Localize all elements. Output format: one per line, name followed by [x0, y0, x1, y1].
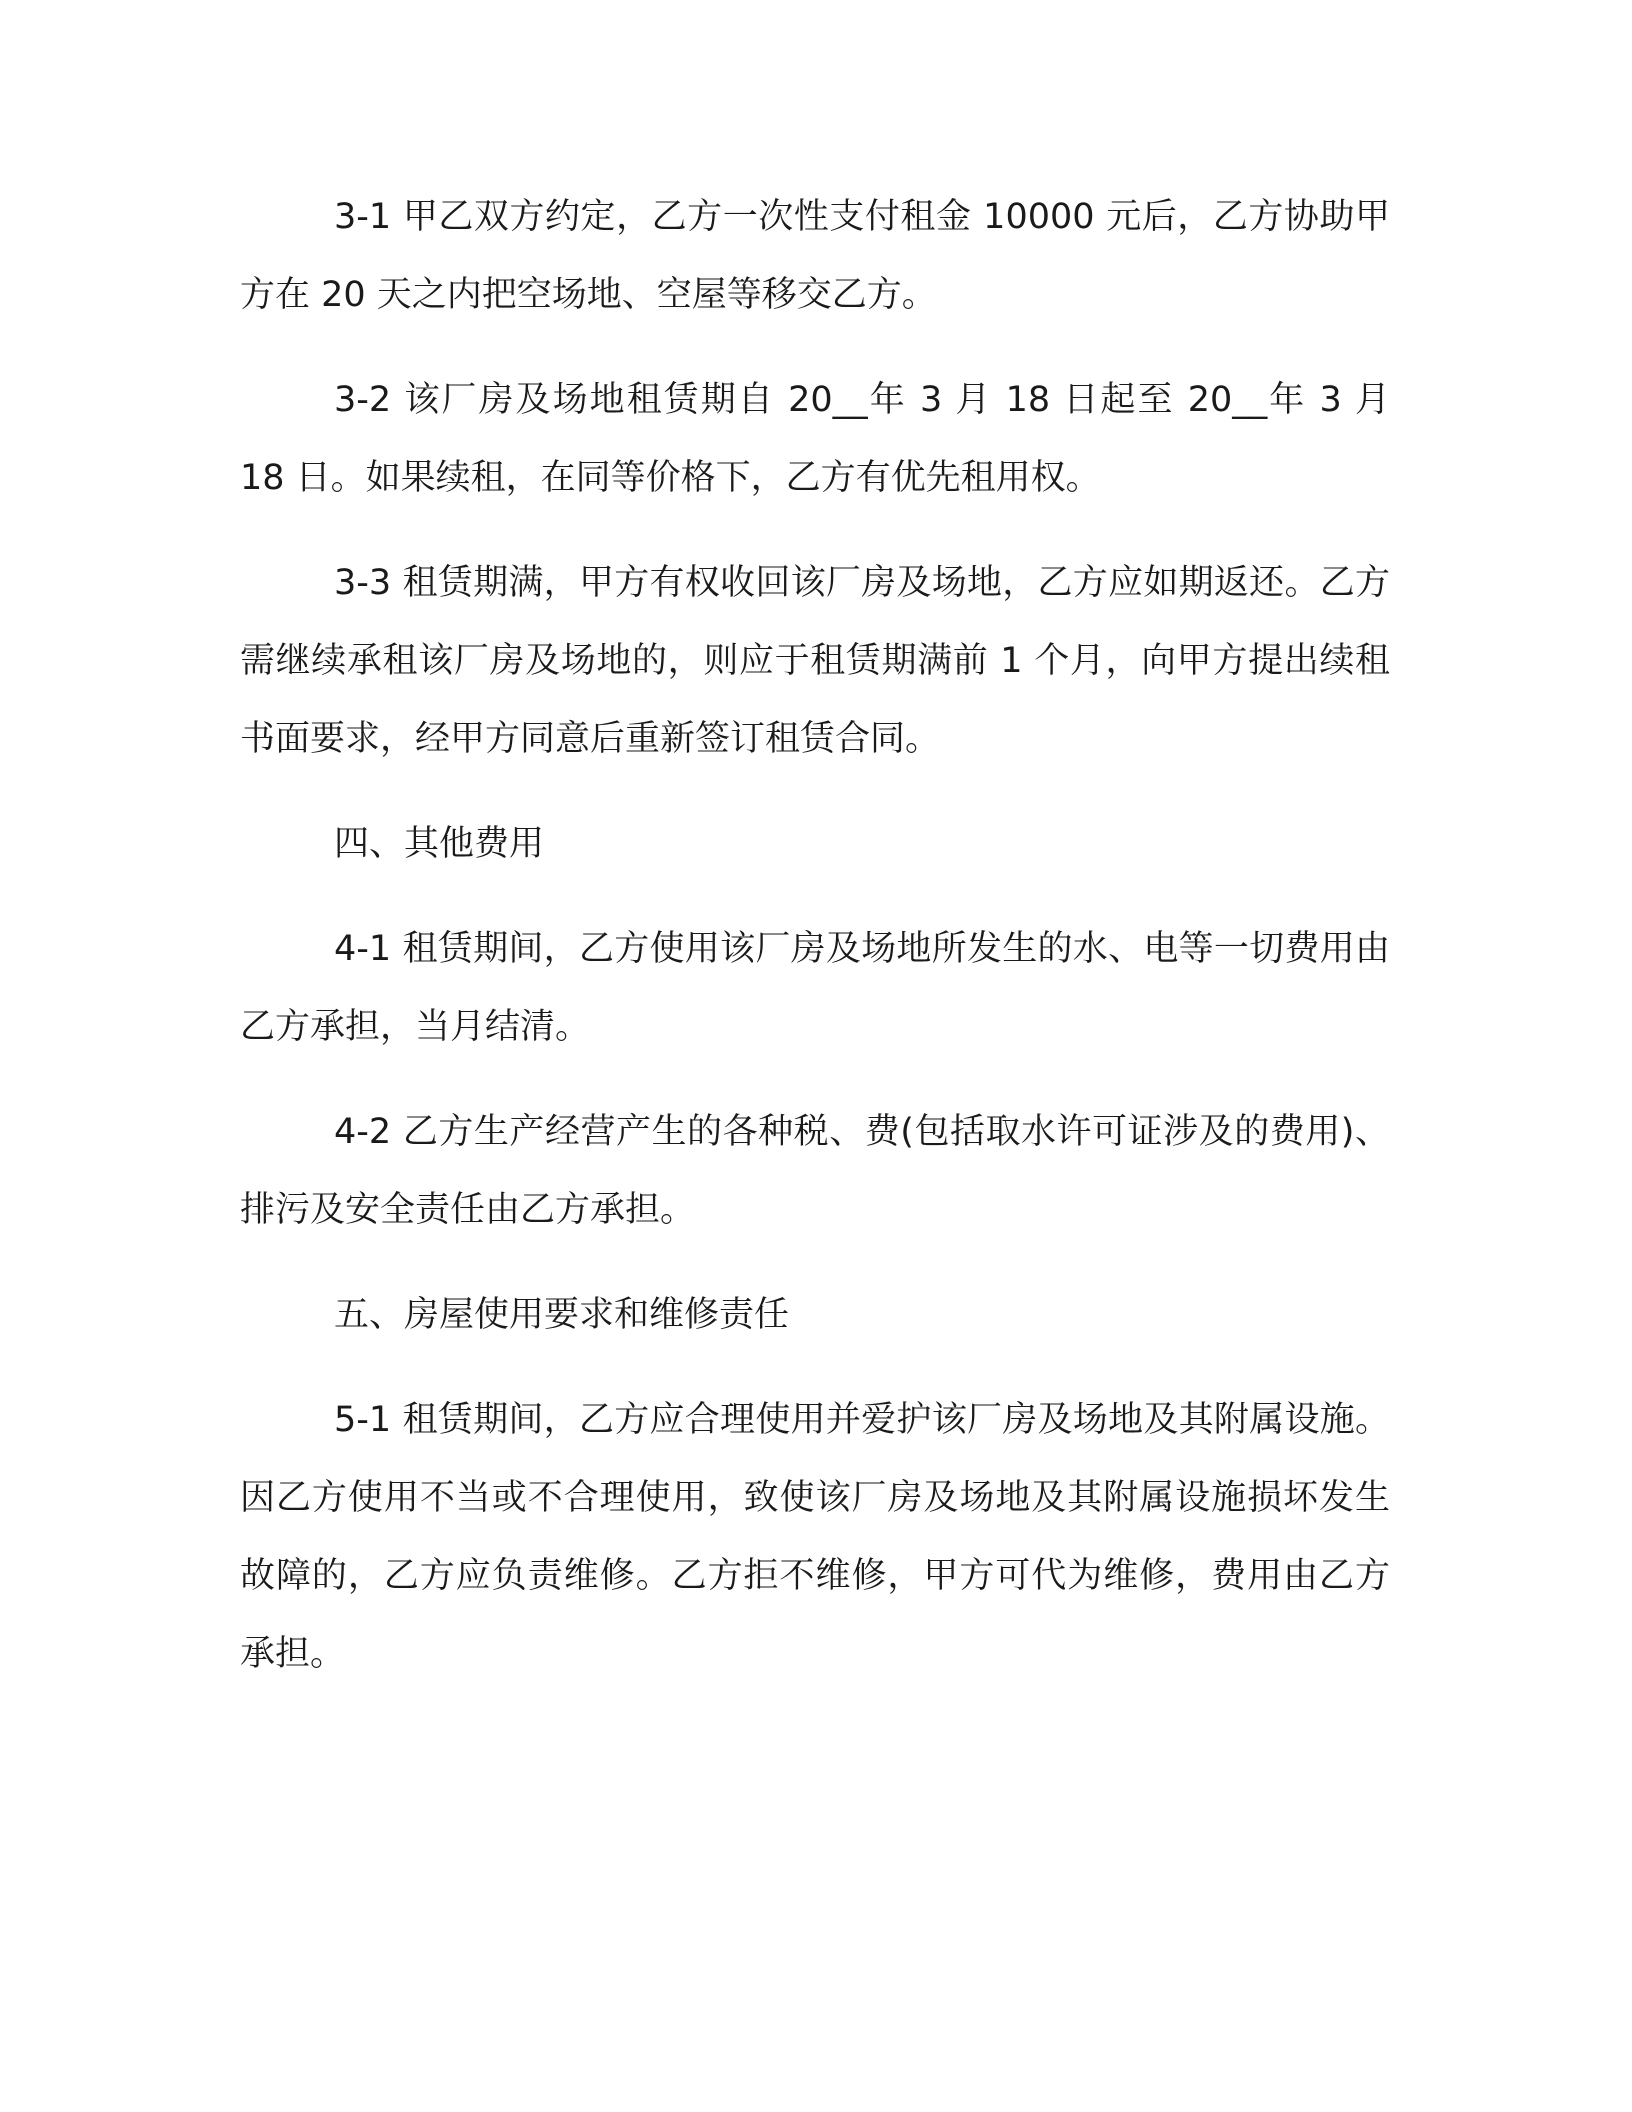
clause-4-1: 4-1 租赁期间，乙方使用该厂房及场地所发生的水、电等一切费用由乙方承担，当月结清。 — [240, 929, 1390, 1047]
clause-4-2: 4-2 乙方生产经营产生的各种税、费(包括取水许可证涉及的费用)、排污及安全责任由乙方承担。 — [240, 1112, 1390, 1230]
section-heading-5: 五、房屋使用要求和维修责任 — [334, 1295, 790, 1335]
clause-3-2: 3-2 该厂房及场地租赁期自 20__年 3 月 18 日起至 20__年 3 月 18 日。如果续租，在同等价格下，乙方有优先租用权。 — [240, 380, 1390, 498]
clause-5-1: 5-1 租赁期间，乙方应合理使用并爱护该厂房及场地及其附属设施。因乙方使用不当或不合理使用，致使该厂房及场地及其附属设施损坏发生故障的，乙方应负责维修。乙方拒不维修，甲方可代为维修，费用由乙方承担。 — [240, 1400, 1390, 1674]
document-body — [240, 178, 1390, 1720]
section-heading-4: 四、其他费用 — [334, 824, 545, 864]
clause-3-3: 3-3 租赁期满，甲方有权收回该厂房及场地，乙方应如期返还。乙方需继续承租该厂房及场地的，则应于租赁期满前 1 个月，向甲方提出续租书面要求，经甲方同意后重新签订租赁合同。 — [240, 563, 1390, 759]
clause-3-1: 3-1 甲乙双方约定，乙方一次性支付租金 10000 元后，乙方协助甲方在 20 天之内把空场地、空屋等移交乙方。 — [240, 197, 1390, 315]
